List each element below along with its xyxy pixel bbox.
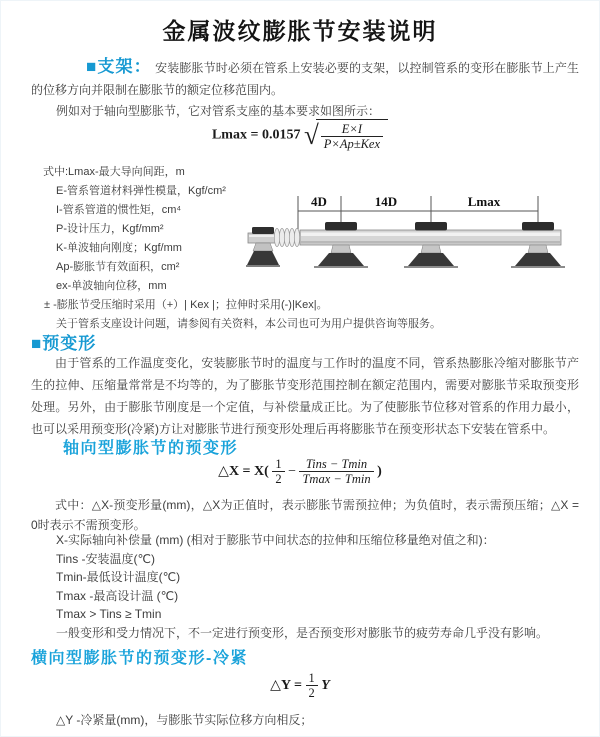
predeform-section-heading: ■预变形 bbox=[31, 334, 97, 353]
formula-lmax-numerator: E×I bbox=[321, 122, 383, 137]
formula-delta-y bbox=[1, 671, 599, 701]
page-title: 金属波纹膨胀节安装说明 bbox=[162, 18, 438, 44]
dim-label-4d: 4D bbox=[311, 194, 327, 209]
formula-lmax-denominator: P×Ap±Kex bbox=[323, 137, 381, 152]
definition-line: 式中:Lmax-最大导向间距，m bbox=[43, 166, 185, 178]
definition-line: Ap-膨胀节有效面积，cm² bbox=[56, 261, 180, 273]
temp-denominator: Tmax − Tmin bbox=[302, 472, 371, 487]
formula-delta-y-rhs: Y bbox=[321, 678, 330, 694]
axial-item: Tmax > Tins ≥ Tmin bbox=[56, 607, 162, 621]
axial-items-list bbox=[56, 531, 495, 624]
half-numerator: 1 bbox=[272, 457, 284, 472]
support-paragraph bbox=[31, 56, 579, 101]
axial-subheading: 轴向型膨胀节的预变形 bbox=[63, 440, 239, 457]
dim-label-14d: 14D bbox=[374, 194, 398, 209]
half-numerator: 1 bbox=[306, 671, 318, 686]
formula-lmax bbox=[1, 119, 599, 152]
definition-line: ± -膨胀节受压缩时采用（+）| Kex |；拉伸时采用(-)|Kex|。 bbox=[44, 299, 328, 311]
lateral-note-text: △Y -冷紧量(mm)，与膨胀节实际位移方向相反； bbox=[56, 713, 313, 727]
definition-line: P-设计压力，Kgf/mm² bbox=[56, 223, 164, 235]
formula-delta-x-close-paren: ) bbox=[377, 464, 382, 480]
definition-line: I-管系管道的惯性矩，cm⁴ bbox=[56, 204, 182, 216]
formula-delta-x-lhs: △X = X( bbox=[218, 464, 269, 480]
dim-label-lmax: Lmax bbox=[467, 194, 501, 209]
support-example-text: 例如对于轴向型膨胀节，它对管系支座的基本要求如图所示： bbox=[56, 104, 381, 118]
axial-item: Tmin-最低设计温度(℃) bbox=[56, 570, 181, 584]
formula-delta-x bbox=[1, 457, 599, 487]
pipe-support-diagram bbox=[246, 193, 596, 288]
bellows bbox=[274, 229, 299, 247]
minus-sign: − bbox=[288, 464, 296, 480]
axial-item: Tins -安装温度(℃) bbox=[56, 551, 156, 566]
formula-delta-y-lhs: △Y = bbox=[270, 678, 303, 694]
axial-footnote-text: 一般变形和受力情况下，不一定进行预变形，是否预变形对膨胀节的疲劳寿命几乎没有影响。 bbox=[56, 626, 549, 640]
definition-line: ex-单波轴向位移，mm bbox=[56, 280, 167, 292]
support-section-heading: ■支架： bbox=[86, 57, 152, 76]
temp-numerator: Tins − Tmin bbox=[299, 457, 373, 472]
definition-line: 关于管系支座设计问题，请参阅有关资料，本公司也可为用户提供咨询等服务。 bbox=[56, 318, 441, 330]
half-denominator: 2 bbox=[308, 686, 315, 701]
lateral-subheading: 横向型膨胀节的预变形-冷紧 bbox=[31, 650, 248, 667]
axial-item: X-实际轴向补偿量 (mm) (相对于膨胀节中间状态的拉伸和压缩位移量绝对值之和)： bbox=[56, 533, 495, 547]
formula-lmax-lhs: Lmax = 0.0157 bbox=[211, 127, 301, 143]
definition-line: K-单波轴向刚度；Kgf/mm bbox=[56, 242, 182, 254]
axial-item: Tmax -最高设计温 (℃) bbox=[56, 588, 179, 603]
support-intro-text: 安装膨胀节时必须在管系上安装必要的支架，以控制管系的变形在膨胀节上产生的位移方向并限制在膨胀节的额定位移范围内。 bbox=[31, 61, 579, 97]
axial-notes-text: 式中：△X-预变形量(mm)，△X为正值时，表示膨胀节需预拉伸；为负值时，表示需预压缩；△X = 0时表示不需预变形。 bbox=[31, 498, 579, 532]
definition-line: E-管系管道材料弹性模量，Kgf/cm² bbox=[56, 185, 226, 197]
predeform-body-text: 由于管系的工作温度变化，安装膨胀节时的温度与工作时的温度不同，管系热膨胀冷缩对膨胀节产生的拉伸、压缩量常常是不均等的，为了膨胀节变形范围控制在额定范围内，需要对膨胀节采取预变形处理。另外，由于膨胀节刚度是一个定值，与补偿量成正比。为了使膨胀节位移对管系的作用力最小，也可以采用预变形(冷紧)方让对膨胀节进行预变形处理后再将膨胀节在预变形状态下安装在管系中。 bbox=[31, 356, 579, 436]
sqrt-radical-sign: √ bbox=[303, 119, 319, 150]
half-denominator: 2 bbox=[275, 472, 282, 487]
